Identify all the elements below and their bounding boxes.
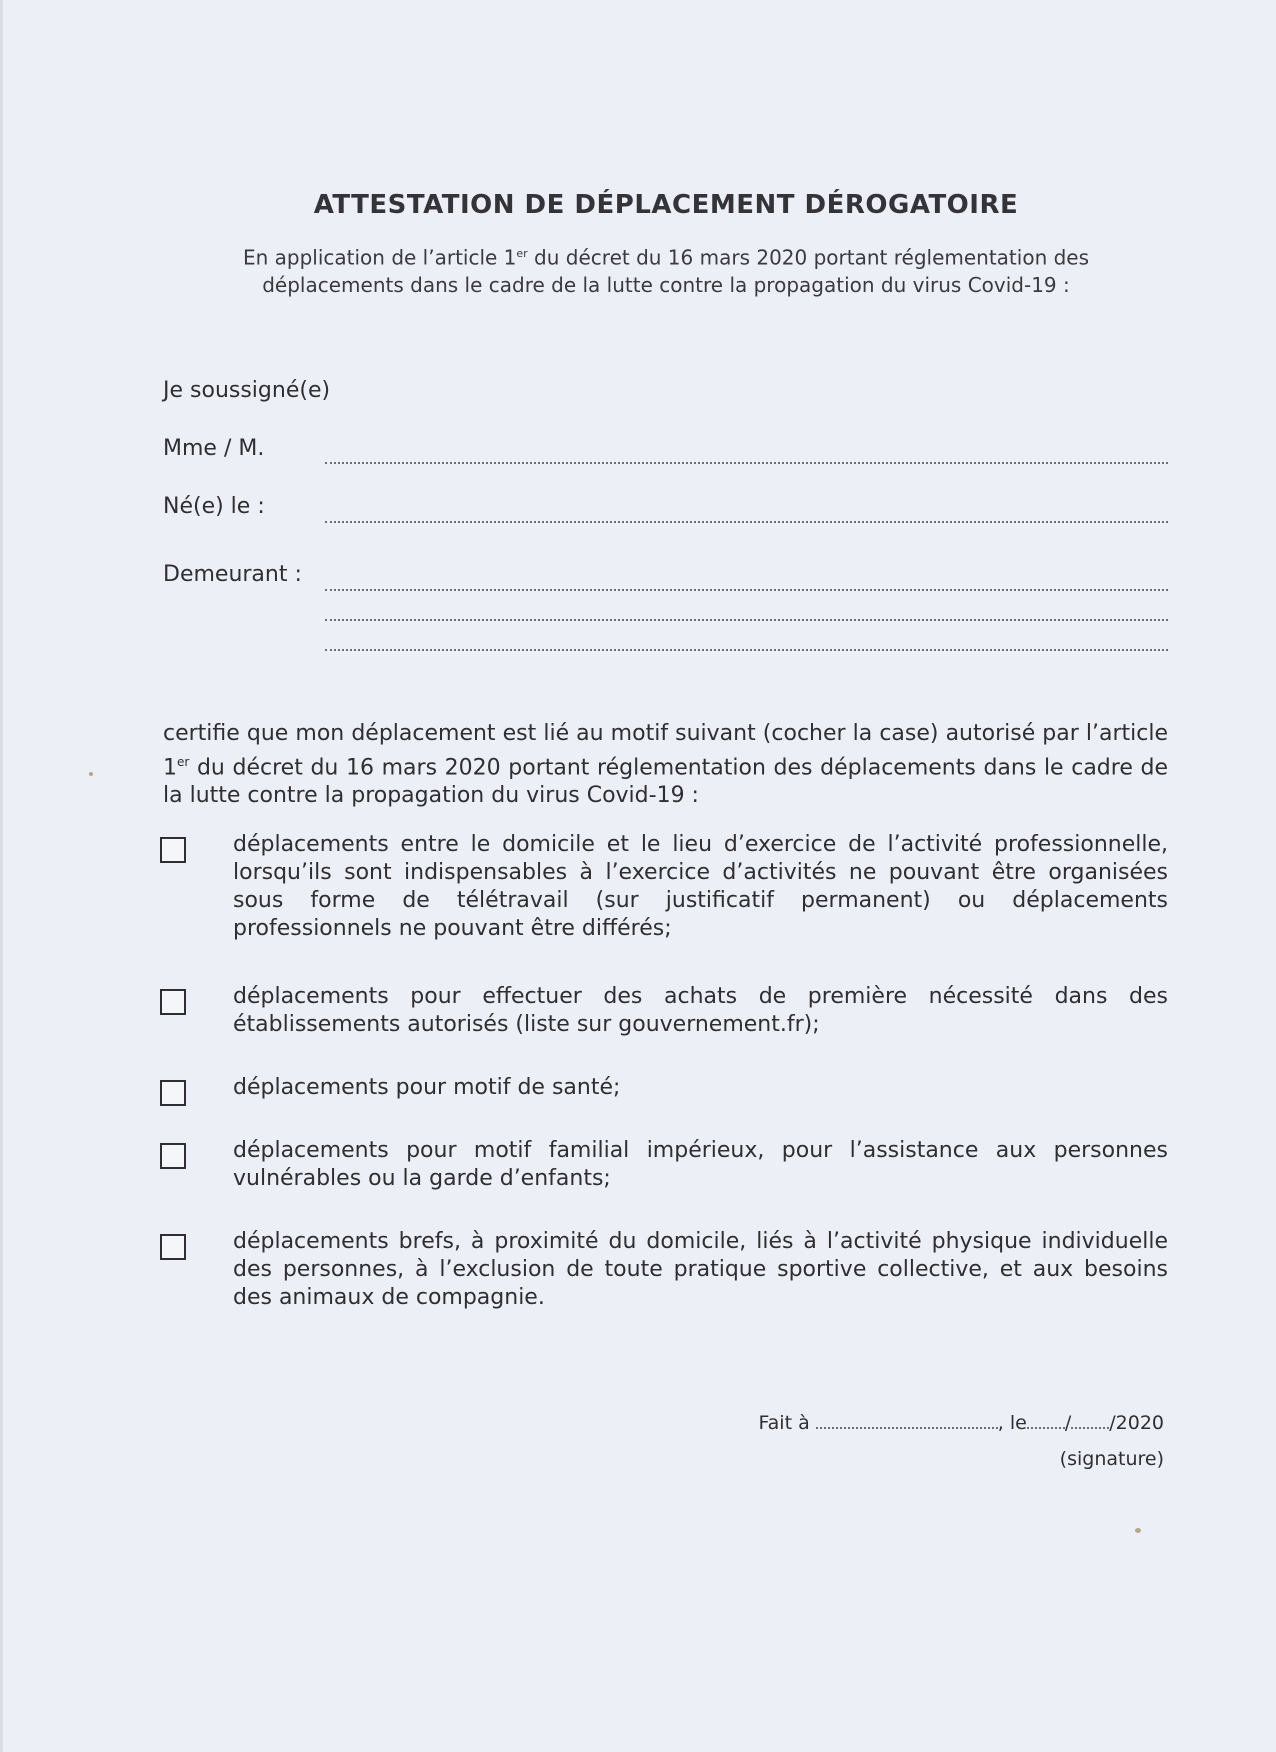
paper-speck [1135, 1528, 1141, 1533]
document-subtitle [203, 240, 1129, 299]
checkbox-purchases[interactable] [160, 989, 186, 1015]
address-field-line-1[interactable] [325, 589, 1168, 591]
subtitle-text-1: En application de l’article 1 [242, 245, 517, 270]
place-field[interactable] [816, 1413, 998, 1429]
option-text-purchases: déplacements pour effectuer des achats de première nécessité dans des établissements autorisés (liste sur gouvernement.fr); [233, 984, 1168, 1037]
birth-date-label: Né(e) le : [163, 494, 265, 519]
option-text-health: déplacements pour motif de santé; [233, 1075, 621, 1100]
checkbox-exercise[interactable] [160, 1234, 186, 1260]
checkbox-family[interactable] [160, 1143, 186, 1169]
day-field[interactable] [1027, 1413, 1065, 1429]
subtitle-text-2: du décret du 16 mars 2020 portant réglementation des déplacements dans le cadre de la lutte contre la propagation du virus Covid-19 : [262, 245, 1090, 297]
paper-speck [89, 772, 93, 776]
certify-text-2: du décret du 16 mars 2020 portant réglementation des déplacements dans le cadre de la lutte contre la propagation du virus Covid-19 : [163, 755, 1168, 809]
option-text-family: déplacements pour motif familial impérieux, pour l’assistance aux personnes vulnérables ou la garde d’enfants; [233, 1138, 1168, 1191]
checkbox-health[interactable] [160, 1080, 186, 1106]
option-text-exercise: déplacements brefs, à proximité du domicile, liés à l’activité physique individuelle des personnes, à l’exclusion de toute pratique sportive collective, et aux besoins des animaux de compagnie. [233, 1229, 1168, 1310]
certify-superscript: er [177, 755, 190, 769]
address-label: Demeurant : [163, 562, 302, 587]
subtitle-superscript: er [516, 247, 528, 260]
certify-text-1: certifie que mon déplacement est lié au motif suivant (cocher la case) autorisé par l’article 1 [163, 721, 1168, 781]
signature-label: (signature) [1059, 1448, 1164, 1470]
month-field[interactable] [1071, 1413, 1109, 1429]
birth-date-field[interactable] [325, 521, 1168, 523]
le-label: , le [997, 1412, 1027, 1434]
address-field-line-3[interactable] [325, 649, 1168, 651]
undersigned-label: Je soussigné(e) [163, 378, 331, 403]
name-field[interactable] [325, 462, 1168, 464]
date-separator: / [1064, 1412, 1072, 1434]
name-label: Mme / M. [163, 436, 265, 461]
certify-paragraph [163, 720, 1168, 810]
address-field-line-2[interactable] [325, 619, 1168, 621]
document-title: ATTESTATION DE DÉPLACEMENT DÉROGATOIRE [313, 190, 1019, 220]
year-label: /2020 [1109, 1412, 1164, 1434]
fait-label: Fait à [758, 1412, 810, 1434]
checkbox-professional[interactable] [160, 837, 186, 863]
place-date-line [758, 1412, 1164, 1434]
option-text-professional: déplacements entre le domicile et le lieu d’exercice de l’activité professionnelle, lorsqu’ils sont indispensables à l’exercice d’activités ne pouvant être organisées sous forme de télétravail (sur justificatif permanent) ou déplacements professionnels ne pouvant être différés; [233, 832, 1168, 941]
